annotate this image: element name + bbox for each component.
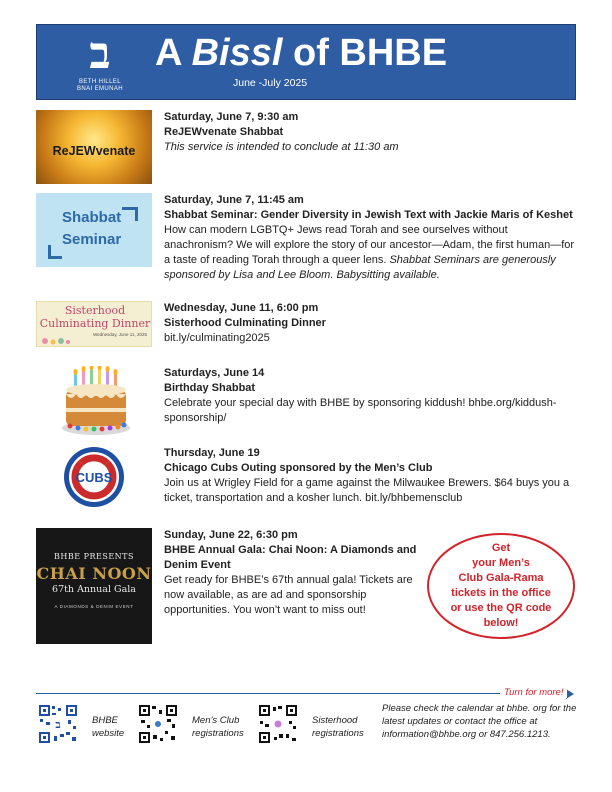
event-body: Celebrate your special day with BHBE by sponsoring kiddush! bhbe.org/kiddush-sponsorship/: [164, 397, 557, 424]
page-subtitle: June -July 2025: [233, 77, 308, 89]
sisterhood-qr-code-icon[interactable]: [258, 704, 298, 744]
event-title: BHBE Annual Gala: Chai Noon: A Diamonds and Denim Event: [164, 544, 417, 571]
turn-for-more: Turn for more!: [500, 687, 567, 698]
newsletter-header: [36, 24, 576, 100]
svg-text:ב: ב: [55, 718, 61, 731]
event-date: Saturdays, June 14: [164, 367, 265, 379]
event-title: Shabbat Seminar: Gender Diversity in Jewish Text with Jackie Maris of Keshet: [164, 209, 573, 221]
event-date: Sunday, June 22, 6:30 pm: [164, 529, 298, 541]
event-title: ReJEWvenate Shabbat: [164, 126, 284, 138]
event-title: Chicago Cubs Outing sponsored by the Men’s Club: [164, 462, 433, 474]
event-date: Wednesday, June 11, 6:00 pm: [164, 302, 319, 314]
qr-label-website: BHBE website: [92, 715, 125, 739]
event-body: Join us at Wrigley Field for a game against the Milwaukee Brewers. $64 buys you a ticket, transportation and a kosher lunch. bit.ly/bhbemensclub: [164, 477, 570, 504]
event-body: This service is intended to conclude at 11:30 am: [164, 141, 399, 153]
event-date: Saturday, June 7, 11:45 am: [164, 194, 304, 206]
page-title: A Bissl of BHBE: [155, 32, 448, 74]
footer-contact-note: Please check the calendar at bhbe. org for the latest updates or contact the office at information@bhbe.org or 847.256.1213.: [382, 703, 577, 740]
callout-text: Get your Men’s Club Gala-Rama tickets in the office or use the QR code below!: [450, 542, 552, 629]
cubs-logo-icon: [36, 446, 152, 508]
event-link[interactable]: bit.ly/culminating2025: [164, 332, 270, 344]
event-body: Get ready for BHBE’s 67th annual gala! Tickets are now available, as are ad and sponsorship opportunities. You won’t want to miss out!: [164, 574, 413, 616]
shabbat-seminar-image: Shabbat Seminar: [36, 193, 152, 267]
svg-text:CUBS: CUBS: [75, 470, 113, 485]
logo-line-2: BNAI EMUNAH: [76, 86, 124, 92]
birthday-cake-icon: [36, 366, 152, 438]
gala-ticket-callout: [427, 533, 575, 639]
rejewvenate-image: ReJEWvenate: [36, 110, 152, 184]
event-title: Sisterhood Culminating Dinner: [164, 317, 326, 329]
chai-noon-gala-image: BHBE PRESENTS CHAI NOON 67th Annual Gala A DIAMONDS & DENIM EVENT: [36, 528, 152, 644]
footer-divider: [36, 693, 568, 694]
logo-glyph: ב: [89, 28, 111, 79]
sisterhood-dinner-image: Sisterhood Culminating Dinner Wednesday, June 11, 2025: [36, 301, 152, 347]
flower-decoration-icon: [41, 336, 71, 346]
bhbe-logo: [65, 28, 135, 97]
mens-club-qr-code-icon[interactable]: [138, 704, 178, 744]
website-qr-code-icon[interactable]: [38, 704, 78, 744]
event-date: Thursday, June 19: [164, 447, 260, 459]
event-title: Birthday Shabbat: [164, 382, 256, 394]
logo-line-1: BETH HILLEL: [78, 79, 122, 85]
qr-label-mens-club: Men’s Club registrations: [192, 715, 244, 739]
event-body: How can modern LGBTQ+ Jews read Torah and see ourselves without anachronism? We will explore the story of our ancestor—Adam, the first human—for a taste of reading Torah through a queer lens. Shabbat Seminars are generously sponsored by Lisa and Lee Bloom. Babysitting available.: [164, 224, 575, 281]
event-date: Saturday, June 7, 9:30 am: [164, 111, 299, 123]
qr-label-sisterhood: Sisterhood registrations: [312, 715, 364, 739]
